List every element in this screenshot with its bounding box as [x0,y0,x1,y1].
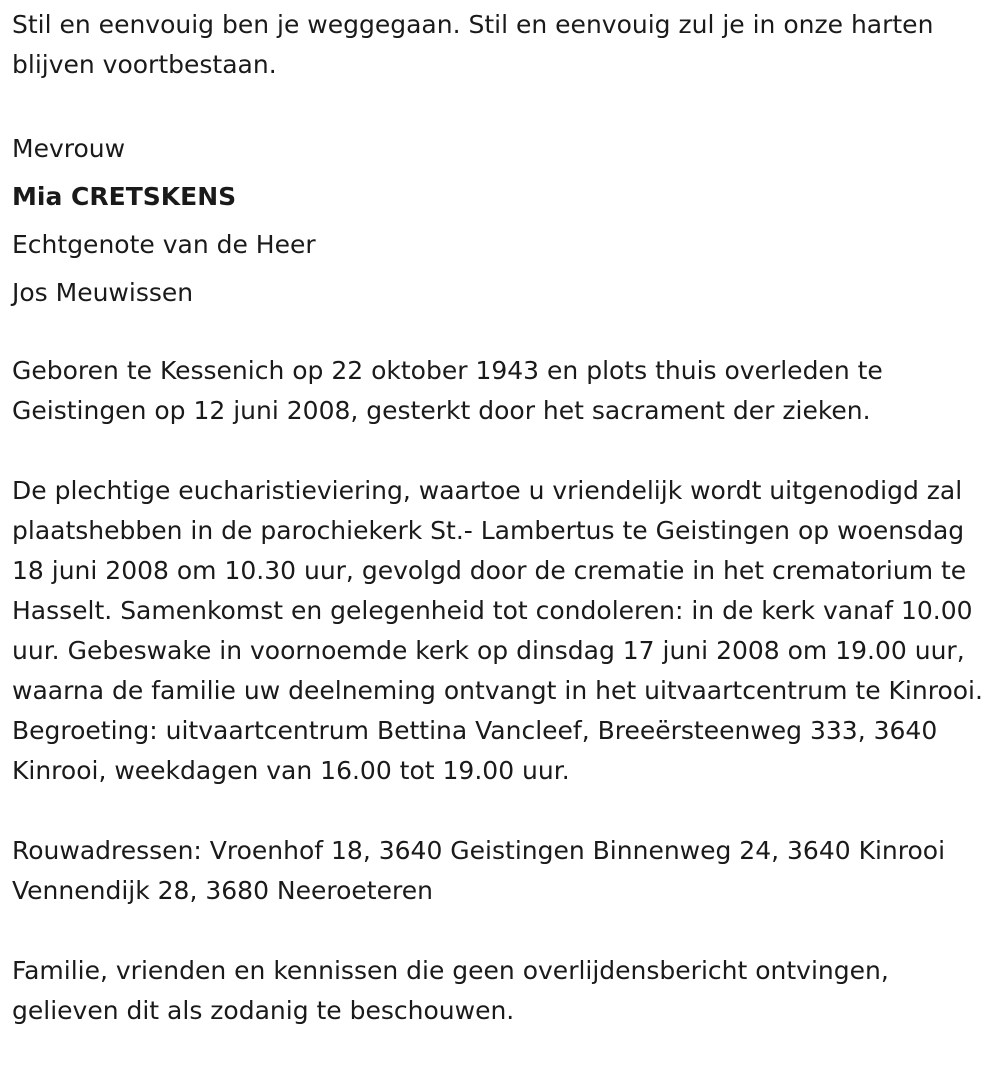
birth-death-text: Geboren te Kessenich op 22 oktober 1943 en plots thuis overleden te Geistingen op 12 juni 2008, gesterkt door het sacrament der zieken. [12,356,883,425]
person-spouse: Jos Meuwissen [12,278,194,307]
person-name: Mia CRETSKENS [12,182,237,211]
person-block [12,125,988,317]
addresses-text: Rouwadressen: Vroenhof 18, 3640 Geistingen Binnenweg 24, 3640 Kinrooi Vennendijk 28, 3680 Neeroeteren [12,836,946,905]
poem-text: Stil en eenvouig ben je weggegaan. Stil en eenvouig zul je in onze harten blijven voortbestaan. [12,10,934,79]
person-relation: Echtgenote van de Heer [12,230,316,259]
person-title: Mevrouw [12,134,126,163]
closing-text: Familie, vrienden en kennissen die geen overlijdensbericht ontvingen, gelieven dit als zodanig te beschouwen. [12,956,889,1025]
ceremony-text: De plechtige eucharistieviering, waartoe u vriendelijk wordt uitgenodigd zal plaatshebben in de parochiekerk St.- Lambertus te Geistingen op woensdag 18 juni 2008 om 10.30 uur, gevolgd door de crematie in het crematorium te Hasselt. Samenkomst en gelegenheid tot condoleren: in de kerk vanaf 10.00 uur. Gebeswake in voornoemde kerk op dinsdag 17 juni 2008 om 19.00 uur, waarna de familie uw deelneming ontvangt in het uitvaartcentrum te Kinrooi. Begroeting: uitvaartcentrum Bettina Vancleef, Breeërsteenweg 333, 3640 Kinrooi, weekdagen van 16.00 tot 19.00 uur. [12,476,983,785]
